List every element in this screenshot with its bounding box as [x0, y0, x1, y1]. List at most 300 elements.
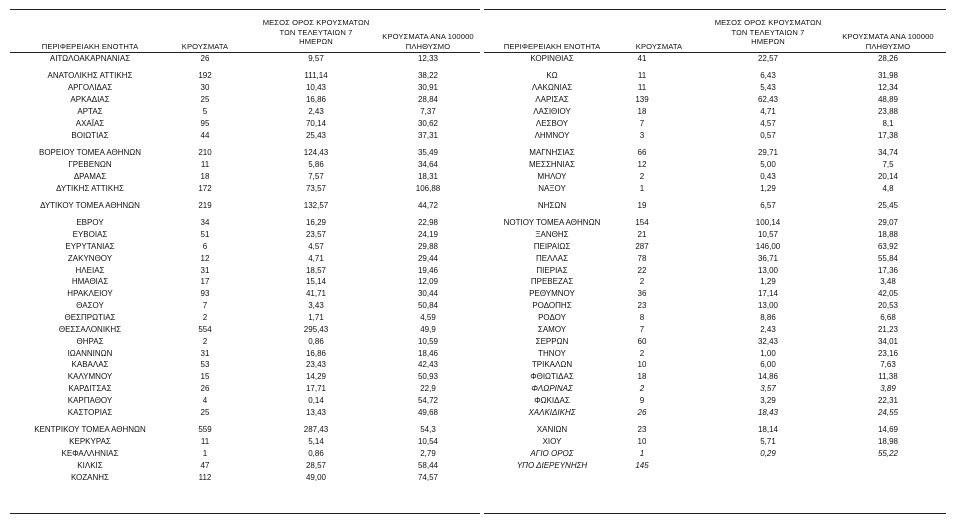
- region-name: ΑΡΤΑΣ: [77, 106, 103, 116]
- region-name: ΕΒΡΟΥ: [76, 218, 104, 228]
- per-100k-value: 49,9: [420, 324, 436, 334]
- per-100k-value: 22,31: [877, 395, 899, 405]
- table-row: [0, 94, 960, 106]
- region-name: ΝΗΣΩΝ: [537, 200, 567, 210]
- per-100k-value: 50,84: [417, 301, 439, 311]
- cases-value: 51: [200, 230, 210, 240]
- cases-value: 2: [202, 313, 208, 322]
- per-100k-value: 74,57: [417, 472, 439, 482]
- region-name: ΥΠΟ ΔΙΕΡΕΥΝΗΣΗ: [516, 460, 588, 470]
- region-name: ΠΕΙΡΑΙΩΣ: [533, 241, 571, 251]
- table-row: [0, 200, 960, 212]
- cases-value: 554: [198, 324, 212, 334]
- region-name: ΠΙΕΡΙΑΣ: [536, 265, 568, 275]
- region-name: ΖΑΚΥΝΘΟΥ: [67, 253, 113, 263]
- cases-value: 19: [637, 200, 647, 210]
- header-per100k-right: ΚΡΟΥΣΜΑΤΑ ΑΝΑ 100000 ΠΛΗΘΥΣΜΟ: [842, 32, 934, 51]
- per-100k-value: 2,79: [420, 448, 436, 458]
- region-name: ΙΩΑΝΝΙΝΩΝ: [67, 348, 113, 358]
- table-row: [0, 147, 960, 159]
- seven-day-average-value: 16,29: [305, 218, 327, 228]
- cases-value: 1: [202, 448, 208, 458]
- per-100k-value: 29,44: [417, 253, 439, 263]
- cases-value: 47: [200, 460, 210, 470]
- cases-value: 93: [200, 289, 210, 299]
- region-name: ΗΜΑΘΙΑΣ: [71, 277, 109, 287]
- region-name: ΚΑΡΠΑΘΟΥ: [67, 395, 113, 405]
- cases-value: 22: [637, 265, 647, 275]
- per-100k-value: 4,8: [882, 183, 894, 193]
- cases-value: 10: [637, 437, 647, 446]
- cases-value: 11: [637, 71, 647, 81]
- table-row: [0, 130, 960, 142]
- cases-value: 2: [202, 336, 208, 346]
- per-100k-value: 10,54: [417, 437, 439, 446]
- cases-value: 10: [637, 360, 647, 370]
- region-name: ΚΕΦΑΛΛΗΝΙΑΣ: [61, 448, 119, 458]
- seven-day-average-value: 17,71: [305, 384, 327, 394]
- per-100k-value: 6,68: [880, 313, 896, 322]
- table-row: [0, 288, 960, 300]
- seven-day-average-value: 18,14: [757, 425, 779, 435]
- per-100k-value: 24,55: [877, 407, 899, 417]
- seven-day-average-value: 2,43: [760, 324, 776, 334]
- seven-day-average-value: 4,71: [308, 253, 324, 263]
- region-name: ΘΗΡΑΣ: [76, 336, 104, 346]
- cases-value: 1: [639, 183, 645, 193]
- seven-day-average-value: 0,43: [760, 171, 776, 181]
- seven-day-average-value: 8,86: [760, 313, 776, 322]
- region-name: ΘΑΣΟΥ: [76, 301, 104, 311]
- per-100k-value: 34,01: [877, 336, 899, 346]
- header-avg-left: ΜΕΣΟΣ ΟΡΟΣ ΚΡΟΥΣΜΑΤΩΝ ΤΩΝ ΤΕΛΕΥΤΑΙΩΝ 7 ΗΜΕΡΩΝ: [262, 18, 370, 46]
- seven-day-average-value: 0,14: [308, 395, 324, 405]
- region-name: ΑΓΙΟ ΟΡΟΣ: [530, 448, 574, 458]
- per-100k-value: 23,88: [877, 106, 899, 116]
- region-name: ΑΧΑΪΑΣ: [75, 118, 105, 128]
- region-name: ΞΑΝΘΗΣ: [535, 230, 569, 240]
- cases-value: 2: [639, 348, 645, 358]
- region-name: ΛΑΡΙΣΑΣ: [535, 95, 569, 105]
- region-name: ΠΡΕΒΕΖΑΣ: [530, 277, 574, 287]
- bottom-border-right: [484, 513, 946, 514]
- seven-day-average-value: 23,57: [305, 230, 327, 240]
- seven-day-average-value: 6,00: [760, 360, 776, 370]
- table-row: [0, 460, 960, 472]
- region-name: ΚΟΡΙΝΘΙΑΣ: [530, 54, 574, 63]
- region-name: ΚΑΣΤΟΡΙΑΣ: [67, 407, 113, 417]
- per-100k-value: 42,43: [417, 360, 439, 370]
- region-name: ΣΑΜΟΥ: [537, 324, 567, 334]
- per-100k-value: 17,38: [877, 130, 899, 140]
- cases-value: 2: [639, 277, 645, 287]
- cases-value: 192: [198, 71, 212, 81]
- region-name: ΛΗΜΝΟΥ: [534, 130, 570, 140]
- region-name: ΚΩ: [546, 71, 558, 81]
- cases-value: 31: [200, 265, 210, 275]
- per-100k-value: 4,59: [420, 313, 436, 322]
- per-100k-value: 63,92: [877, 241, 899, 251]
- region-name: ΕΥΡΥΤΑΝΙΑΣ: [65, 241, 115, 251]
- cases-value: 23: [637, 425, 647, 435]
- seven-day-average-value: 1,00: [760, 348, 776, 358]
- per-100k-value: 28,84: [417, 95, 439, 105]
- cases-value: 11: [200, 437, 210, 446]
- seven-day-average-value: 6,57: [760, 200, 776, 210]
- cases-value: 172: [198, 183, 212, 193]
- table-row: [0, 106, 960, 118]
- cases-value: 36: [637, 289, 647, 299]
- cases-value: 287: [635, 241, 649, 251]
- region-name: ΡΟΔΟΥ: [538, 313, 566, 322]
- region-name: ΗΛΕΙΑΣ: [75, 265, 105, 275]
- cases-value: 11: [200, 159, 210, 169]
- per-100k-value: 18,88: [877, 230, 899, 240]
- seven-day-average-value: 17,14: [757, 289, 779, 299]
- seven-day-average-value: 0,86: [308, 448, 324, 458]
- table-row: [0, 118, 960, 130]
- region-name: ΕΥΒΟΙΑΣ: [72, 230, 108, 240]
- seven-day-average-value: 111,14: [304, 71, 328, 81]
- table-row: [0, 312, 960, 324]
- per-100k-value: 30,91: [417, 83, 439, 93]
- per-100k-value: 29,88: [417, 241, 439, 251]
- cases-value: 18: [200, 171, 210, 181]
- table-row: [0, 217, 960, 229]
- cases-value: 41: [637, 54, 647, 63]
- per-100k-value: 30,44: [417, 289, 439, 299]
- table-row: [0, 424, 960, 436]
- header-avg-right: ΜΕΣΟΣ ΟΡΟΣ ΚΡΟΥΣΜΑΤΩΝ ΤΩΝ ΤΕΛΕΥΤΑΙΩΝ 7 ΗΜΕΡΩΝ: [714, 18, 822, 46]
- cases-value: 11: [637, 83, 647, 93]
- seven-day-average-value: 100,14: [755, 218, 781, 228]
- cases-value: 3: [639, 130, 645, 140]
- table-row: [0, 253, 960, 265]
- seven-day-average-value: 124,43: [303, 147, 329, 157]
- per-100k-value: 7,5: [882, 159, 894, 169]
- per-100k-value: 3,48: [880, 277, 896, 287]
- region-name: ΦΘΙΩΤΙΔΑΣ: [530, 372, 574, 382]
- header-cases-left: ΚΡΟΥΣΜΑΤΑ: [181, 42, 229, 51]
- region-name: ΦΩΚΙΔΑΣ: [534, 395, 570, 405]
- table-row: [0, 371, 960, 383]
- per-100k-value: 23,16: [877, 348, 899, 358]
- seven-day-average-value: 28,57: [305, 460, 327, 470]
- region-name: ΧΑΝΙΩΝ: [536, 425, 568, 435]
- per-100k-value: 25,45: [877, 200, 899, 210]
- cases-value: 78: [637, 253, 647, 263]
- region-name: ΚΑΛΥΜΝΟΥ: [67, 372, 113, 382]
- cases-value: 12: [637, 159, 647, 169]
- table-row: [0, 348, 960, 360]
- seven-day-average-value: 14,86: [757, 372, 779, 382]
- cases-value: 18: [637, 372, 647, 382]
- seven-day-average-value: 15,14: [305, 277, 327, 287]
- per-100k-value: 54,72: [417, 395, 439, 405]
- region-name: ΧΙΟΥ: [542, 437, 562, 446]
- cases-value: 9: [639, 395, 645, 405]
- seven-day-average-value: 22,57: [757, 54, 779, 63]
- region-name: ΡΕΘΥΜΝΟΥ: [529, 289, 575, 299]
- seven-day-average-value: 18,43: [757, 407, 779, 417]
- seven-day-average-value: 0,57: [760, 130, 776, 140]
- per-100k-value: 18,46: [417, 348, 439, 358]
- seven-day-average-value: 62,43: [757, 95, 779, 105]
- cases-value: 26: [637, 407, 647, 417]
- seven-day-average-value: 36,71: [757, 253, 779, 263]
- cases-value: 2: [639, 384, 645, 394]
- per-100k-value: 29,07: [877, 218, 899, 228]
- per-100k-value: 106,88: [415, 183, 441, 193]
- cases-value: 6: [202, 241, 208, 251]
- region-name: ΝΟΤΙΟΥ ΤΟΜΕΑ ΑΘΗΝΩΝ: [503, 218, 601, 228]
- cases-value: 15: [200, 372, 210, 382]
- table-row: [0, 395, 960, 407]
- table-row: [0, 383, 960, 395]
- cases-value: 219: [198, 200, 212, 210]
- seven-day-average-value: 132,57: [303, 200, 329, 210]
- table-row: [0, 436, 960, 448]
- seven-day-average-value: 3,43: [308, 301, 324, 311]
- header-region-right: ΠΕΡΙΦΕΡΕΙΑΚΗ ΕΝΟΤΗΤΑ: [503, 42, 601, 51]
- region-name: ΒΟΙΩΤΙΑΣ: [71, 130, 109, 140]
- seven-day-average-value: 5,43: [760, 83, 776, 93]
- seven-day-average-value: 1,29: [760, 277, 776, 287]
- region-name: ΑΡΚΑΔΙΑΣ: [70, 95, 110, 105]
- per-100k-value: 58,44: [417, 460, 439, 470]
- seven-day-average-value: 73,57: [305, 183, 327, 193]
- header-per100k-left: ΚΡΟΥΣΜΑΤΑ ΑΝΑ 100000 ΠΛΗΘΥΣΜΟ: [382, 32, 474, 51]
- table-row: [0, 241, 960, 253]
- per-100k-value: 38,22: [417, 71, 439, 81]
- seven-day-average-value: 18,57: [305, 265, 327, 275]
- per-100k-value: 49,68: [417, 407, 439, 417]
- region-name: ΚΕΝΤΡΙΚΟΥ ΤΟΜΕΑ ΑΘΗΝΩΝ: [34, 425, 146, 435]
- region-name: ΚΑΒΑΛΑΣ: [71, 360, 109, 370]
- cases-value: 7: [202, 301, 208, 311]
- cases-value: 53: [200, 360, 210, 370]
- per-100k-value: 42,05: [877, 289, 899, 299]
- seven-day-average-value: 16,86: [305, 348, 327, 358]
- cases-value: 2: [639, 171, 645, 181]
- cases-value: 210: [198, 147, 212, 157]
- seven-day-average-value: 5,86: [308, 159, 324, 169]
- table-row: [0, 472, 960, 484]
- cases-value: 1: [639, 448, 645, 458]
- per-100k-value: 31,98: [877, 71, 899, 81]
- region-name: ΚΙΛΚΙΣ: [77, 460, 103, 470]
- cases-value: 112: [198, 472, 212, 482]
- seven-day-average-value: 13,00: [757, 301, 779, 311]
- seven-day-average-value: 14,29: [305, 372, 327, 382]
- cases-value: 18: [637, 106, 647, 116]
- table-row: [0, 159, 960, 171]
- cases-value: 44: [200, 130, 210, 140]
- region-name: ΛΑΚΩΝΙΑΣ: [531, 83, 573, 93]
- cases-value: 8: [639, 313, 645, 322]
- seven-day-average-value: 7,57: [308, 171, 324, 181]
- table-row: [0, 407, 960, 419]
- region-name: ΜΕΣΣΗΝΙΑΣ: [529, 159, 575, 169]
- seven-day-average-value: 4,71: [760, 106, 776, 116]
- per-100k-value: 7,37: [420, 106, 436, 116]
- table-row: [0, 448, 960, 460]
- per-100k-value: 20,53: [877, 301, 899, 311]
- seven-day-average-value: 146,00: [755, 241, 781, 251]
- seven-day-average-value: 6,43: [760, 71, 776, 81]
- per-100k-value: 14,69: [877, 425, 899, 435]
- table-row: [0, 359, 960, 371]
- table-row: [0, 82, 960, 94]
- region-name: ΧΑΛΚΙΔΙΚΗΣ: [528, 407, 576, 417]
- per-100k-value: 22,98: [417, 218, 439, 228]
- table-row: [0, 324, 960, 336]
- cases-value: 26: [200, 384, 210, 394]
- region-name: ΘΕΣΠΡΩΤΙΑΣ: [64, 313, 116, 322]
- seven-day-average-value: 3,57: [760, 384, 776, 394]
- seven-day-average-value: 5,00: [760, 159, 776, 169]
- per-100k-value: 34,64: [417, 159, 439, 169]
- region-name: ΑΝΑΤΟΛΙΚΗΣ ΑΤΤΙΚΗΣ: [47, 71, 133, 81]
- per-100k-value: 12,34: [877, 83, 899, 93]
- seven-day-average-value: 0,86: [308, 336, 324, 346]
- table-row: [0, 336, 960, 348]
- seven-day-average-value: 0,29: [760, 448, 776, 458]
- cases-value: 145: [635, 460, 649, 470]
- cases-value: 60: [637, 336, 647, 346]
- table-row: [0, 183, 960, 195]
- cases-value: 559: [198, 425, 212, 435]
- cases-value: 17: [200, 277, 210, 287]
- per-100k-value: 21,23: [877, 324, 899, 334]
- region-name: ΦΛΩΡΙΝΑΣ: [531, 384, 573, 394]
- cases-value: 7: [639, 118, 645, 128]
- per-100k-value: 8,1: [882, 118, 894, 128]
- table-row: [0, 70, 960, 82]
- per-100k-value: 12,33: [417, 54, 439, 63]
- seven-day-average-value: 49,00: [305, 472, 327, 482]
- per-100k-value: 18,31: [417, 171, 439, 181]
- seven-day-average-value: 4,57: [308, 241, 324, 251]
- per-100k-value: 50,93: [417, 372, 439, 382]
- seven-day-average-value: 5,14: [308, 437, 324, 446]
- region-name: ΔΥΤΙΚΗΣ ΑΤΤΙΚΗΣ: [56, 183, 124, 193]
- seven-day-average-value: 287,43: [303, 425, 329, 435]
- region-name: ΘΕΣΣΑΛΟΝΙΚΗΣ: [58, 324, 122, 334]
- region-name: ΤΡΙΚΑΛΩΝ: [531, 360, 573, 370]
- cases-value: 21: [637, 230, 647, 240]
- per-100k-value: 37,31: [417, 130, 439, 140]
- region-name: ΤΗΝΟΥ: [538, 348, 566, 358]
- per-100k-value: 24,19: [417, 230, 439, 240]
- seven-day-average-value: 32,43: [757, 336, 779, 346]
- top-border-right: [484, 9, 946, 10]
- seven-day-average-value: 16,86: [305, 95, 327, 105]
- bottom-border-left: [10, 513, 480, 514]
- region-name: ΛΑΣΙΘΙΟΥ: [533, 106, 571, 116]
- per-100k-value: 54,3: [420, 425, 436, 435]
- seven-day-average-value: 13,43: [305, 407, 327, 417]
- region-name: ΜΑΓΝΗΣΙΑΣ: [529, 147, 575, 157]
- region-name: ΚΕΡΚΥΡΑΣ: [69, 437, 111, 446]
- seven-day-average-value: 1,29: [760, 183, 776, 193]
- per-100k-value: 18,98: [877, 437, 899, 446]
- region-name: ΣΕΡΡΩΝ: [535, 336, 569, 346]
- cases-value: 139: [635, 95, 649, 105]
- per-100k-value: 17,36: [877, 265, 899, 275]
- seven-day-average-value: 25,43: [305, 130, 327, 140]
- region-name: ΜΗΛΟΥ: [537, 171, 567, 181]
- per-100k-value: 11,38: [878, 372, 898, 382]
- cases-value: 31: [200, 348, 210, 358]
- cases-value: 154: [635, 218, 649, 228]
- table-row: [0, 171, 960, 183]
- per-100k-value: 28,26: [877, 54, 899, 63]
- per-100k-value: 12,09: [417, 277, 439, 287]
- seven-day-average-value: 5,71: [760, 437, 776, 446]
- cases-value: 5: [202, 106, 208, 116]
- table-row: [0, 229, 960, 241]
- per-100k-value: 35,49: [417, 147, 439, 157]
- seven-day-average-value: 13,00: [757, 265, 779, 275]
- cases-value: 66: [637, 147, 647, 157]
- region-name: ΚΟΖΑΝΗΣ: [70, 472, 110, 482]
- per-100k-value: 10,59: [417, 336, 439, 346]
- seven-day-average-value: 41,71: [305, 289, 327, 299]
- top-border-left: [10, 9, 480, 10]
- table-row: [0, 53, 960, 65]
- per-100k-value: 44,72: [417, 200, 439, 210]
- cases-value: 12: [200, 253, 210, 263]
- per-100k-value: 55,84: [877, 253, 899, 263]
- seven-day-average-value: 3,29: [760, 395, 776, 405]
- seven-day-average-value: 4,57: [760, 118, 776, 128]
- cases-value: 34: [200, 218, 210, 228]
- cases-value: 25: [200, 95, 210, 105]
- seven-day-average-value: 70,14: [305, 118, 327, 128]
- table-row: [0, 265, 960, 277]
- region-name: ΝΑΞΟΥ: [538, 183, 566, 193]
- region-name: ΛΕΣΒΟΥ: [535, 118, 569, 128]
- per-100k-value: 30,62: [417, 118, 439, 128]
- table-row: [0, 276, 960, 288]
- seven-day-average-value: 295,43: [303, 324, 329, 334]
- header-cases-right: ΚΡΟΥΣΜΑΤΑ: [635, 42, 683, 51]
- per-100k-value: 3,89: [880, 384, 896, 394]
- cases-value: 7: [639, 324, 645, 334]
- region-name: ΓΡΕΒΕΝΩΝ: [68, 159, 112, 169]
- region-name: ΑΙΤΩΛΟΑΚΑΡΝΑΝΙΑΣ: [49, 54, 131, 63]
- seven-day-average-value: 10,57: [757, 230, 779, 240]
- cases-value: 23: [637, 301, 647, 311]
- header-region-left: ΠΕΡΙΦΕΡΕΙΑΚΗ ΕΝΟΤΗΤΑ: [41, 42, 139, 51]
- cases-value: 25: [200, 407, 210, 417]
- seven-day-average-value: 2,43: [308, 106, 324, 116]
- cases-value: 30: [200, 83, 210, 93]
- table-row: [0, 300, 960, 312]
- region-name: ΠΕΛΛΑΣ: [535, 253, 569, 263]
- region-name: ΡΟΔΟΠΗΣ: [532, 301, 572, 311]
- per-100k-value: 55,22: [877, 448, 899, 458]
- per-100k-value: 20,14: [877, 171, 899, 181]
- region-name: ΑΡΓΟΛΙΔΑΣ: [67, 83, 113, 93]
- per-100k-value: 19,46: [417, 265, 439, 275]
- seven-day-average-value: 23,43: [305, 360, 327, 370]
- seven-day-average-value: 29,71: [757, 147, 779, 157]
- per-100k-value: 48,89: [877, 95, 899, 105]
- cases-value: 4: [202, 395, 208, 405]
- region-name: ΗΡΑΚΛΕΙΟΥ: [67, 289, 113, 299]
